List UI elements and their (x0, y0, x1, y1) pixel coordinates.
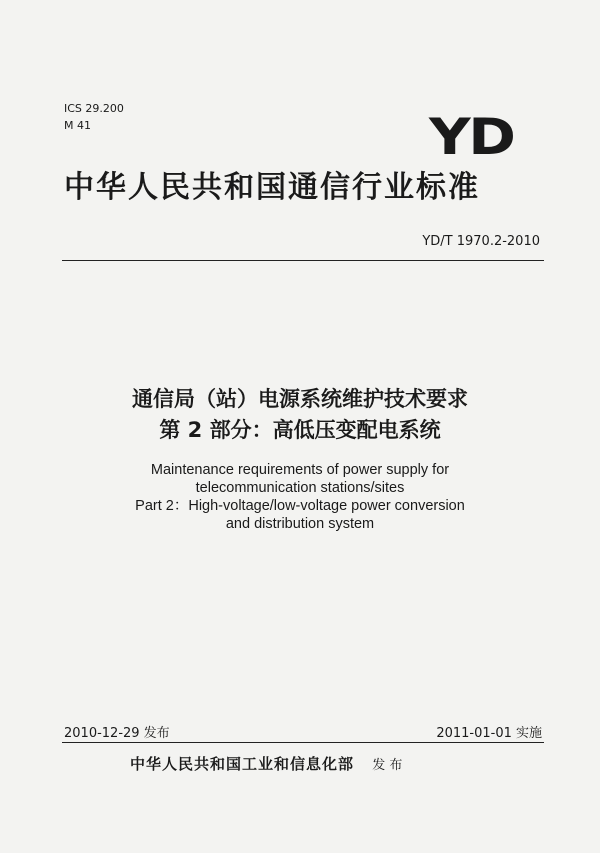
chinese-title-line1: 通信局（站）电源系统维护技术要求 (132, 387, 468, 411)
english-title-line4: and distribution system (225, 516, 375, 532)
issue-date: 2010-12-29 发布 (64, 726, 170, 741)
chinese-title (0, 384, 600, 446)
classification-codes (64, 100, 124, 134)
english-title-line3: Part 2：High-voltage/low-voltage power conversion (135, 498, 465, 514)
category-code: M 41 (64, 119, 91, 132)
publisher-name: 中华人民共和国工业和信息化部 (130, 755, 355, 773)
publisher-line (130, 753, 402, 774)
english-title-line2: telecommunication stations/sites (195, 480, 405, 496)
yd-logo: YD (429, 108, 514, 166)
top-divider (62, 260, 544, 261)
bottom-divider (62, 742, 544, 743)
implementation-date: 2011-01-01 实施 (436, 726, 542, 741)
chinese-title-line2: 第 2 部分：高低压变配电系统 (159, 418, 441, 442)
standard-number: YD/T 1970.2-2010 (422, 234, 540, 249)
english-title-line1: Maintenance requirements of power supply for (150, 462, 450, 478)
english-title (0, 461, 600, 533)
ics-code: ICS 29.200 (64, 102, 124, 115)
standard-type-title: 中华人民共和国通信行业标准 (64, 170, 480, 205)
publish-action: 发 布 (372, 758, 403, 773)
